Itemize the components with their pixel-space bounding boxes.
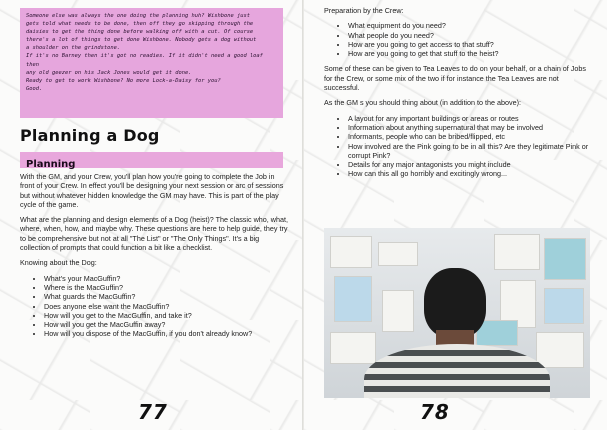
note-line: there's a lot of things to get done Wishbone. Nobody gets a dog without [26,37,257,44]
page-number: 78 [420,400,450,424]
list-item: • What people do you need? [348,31,592,40]
photo-paper [536,332,584,368]
list-item: • Where is the MacGuffin? [44,283,288,292]
list-item: • Informants, people who can be bribed/flipped, etc [348,132,592,141]
list-item: • What's your MacGuffin? [44,274,288,283]
crew-preparation-list [324,21,592,58]
list-item: • How will you get the MacGuffin away? [44,320,288,329]
list-item: • A layout for any important buildings or areas or routes [348,114,592,123]
list-item: • How involved are the Pink going to be in all this? Are they legitimate Pink or corrupt Pink? [348,142,592,161]
list-item: • Information about anything supernatural that may be involved [348,123,592,132]
paragraph: What are the planning and design elements of a Dog (heist)? The classic who, what, where, when, how, and maybe why. These questions are here to help guide, they try to be comprehensive but not at all "The List" or "The Only Things". It's a big collection of prompts that could function a bit like a checklist. [20,215,288,253]
note-line: any old geezer on his Jack Jones would get it done. [26,69,192,76]
section-heading-bar [20,152,283,168]
planning-wall-photo [324,228,590,398]
note-line: Someone else was always the one doing the planning huh? Wishbone just [26,13,250,19]
list-item: • How will you get to the MacGuffin, and take it? [44,311,288,320]
section-heading: Planning [26,159,76,170]
right-body-text [324,6,592,185]
list-item: • How are you going to get that stuff to the heist? [348,49,592,58]
list-item: • What guards the MacGuffin? [44,292,288,301]
note-line: a shoulder on the grindstone. [26,45,121,52]
photo-paper [334,276,372,322]
paragraph: Knowing about the Dog: [20,258,97,268]
left-page [0,0,303,430]
note-line: daisies to get the thing done before walking off with a cut. Of course [26,29,254,36]
photo-paper [330,332,376,364]
list-item: • Details for any major antagonists you might include [348,160,592,169]
list-item: • How will you dispose of the MacGuffin, if you don't already know? [44,329,288,338]
page-number: 77 [138,400,168,424]
photo-paper [330,236,372,268]
list-item: • How are you going to get access to that stuff? [348,40,592,49]
chapter-title: Planning a Dog [20,126,160,145]
list-item: • How can this all go horribly and excitingly wrong... [348,169,592,178]
photo-paper [378,242,418,266]
note-line: gets told what needs to be done, then off they go skipping through the [26,21,254,28]
dog-questions-list [20,274,288,339]
photo-paper [494,234,540,270]
left-body-text [20,172,288,345]
gm-considerations-list [324,114,592,179]
paragraph: With the GM, and your Crew, you'll plan how you're going to complete the Job in front of your Crew. In effect you'll be designing your next session or arc of sessions but without whatever hidden knowledge the GM may have. This is part of the play cycle of the game. [20,172,284,209]
photo-paper [544,238,586,280]
handwritten-note-box [20,8,283,118]
right-page [304,0,607,430]
list-item: • What equipment do you need? [348,21,592,30]
photo-paper [544,288,584,324]
person-head [424,268,486,338]
list-item: • Does anyone else want the MacGuffin? [44,302,288,311]
paragraph: As the GM s you should thing about (in addition to the above): [324,98,521,108]
note-line: If it's no Barney then it's got no readies. If it didn't need a good loaf then [26,53,263,68]
paragraph: Some of these can be given to Tea Leaves to do on your behalf, or a chain of Jobs for the Crew, or some mix of the two if for instance the Tea Leaves are not successful. [324,64,586,93]
paragraph: Preparation by the Crew: [324,6,404,15]
note-line: Good. [26,85,43,92]
note-line: Ready to get to work Wishbone? No more Lock-a-Daisy for you? [26,77,221,84]
photo-paper [382,290,414,332]
